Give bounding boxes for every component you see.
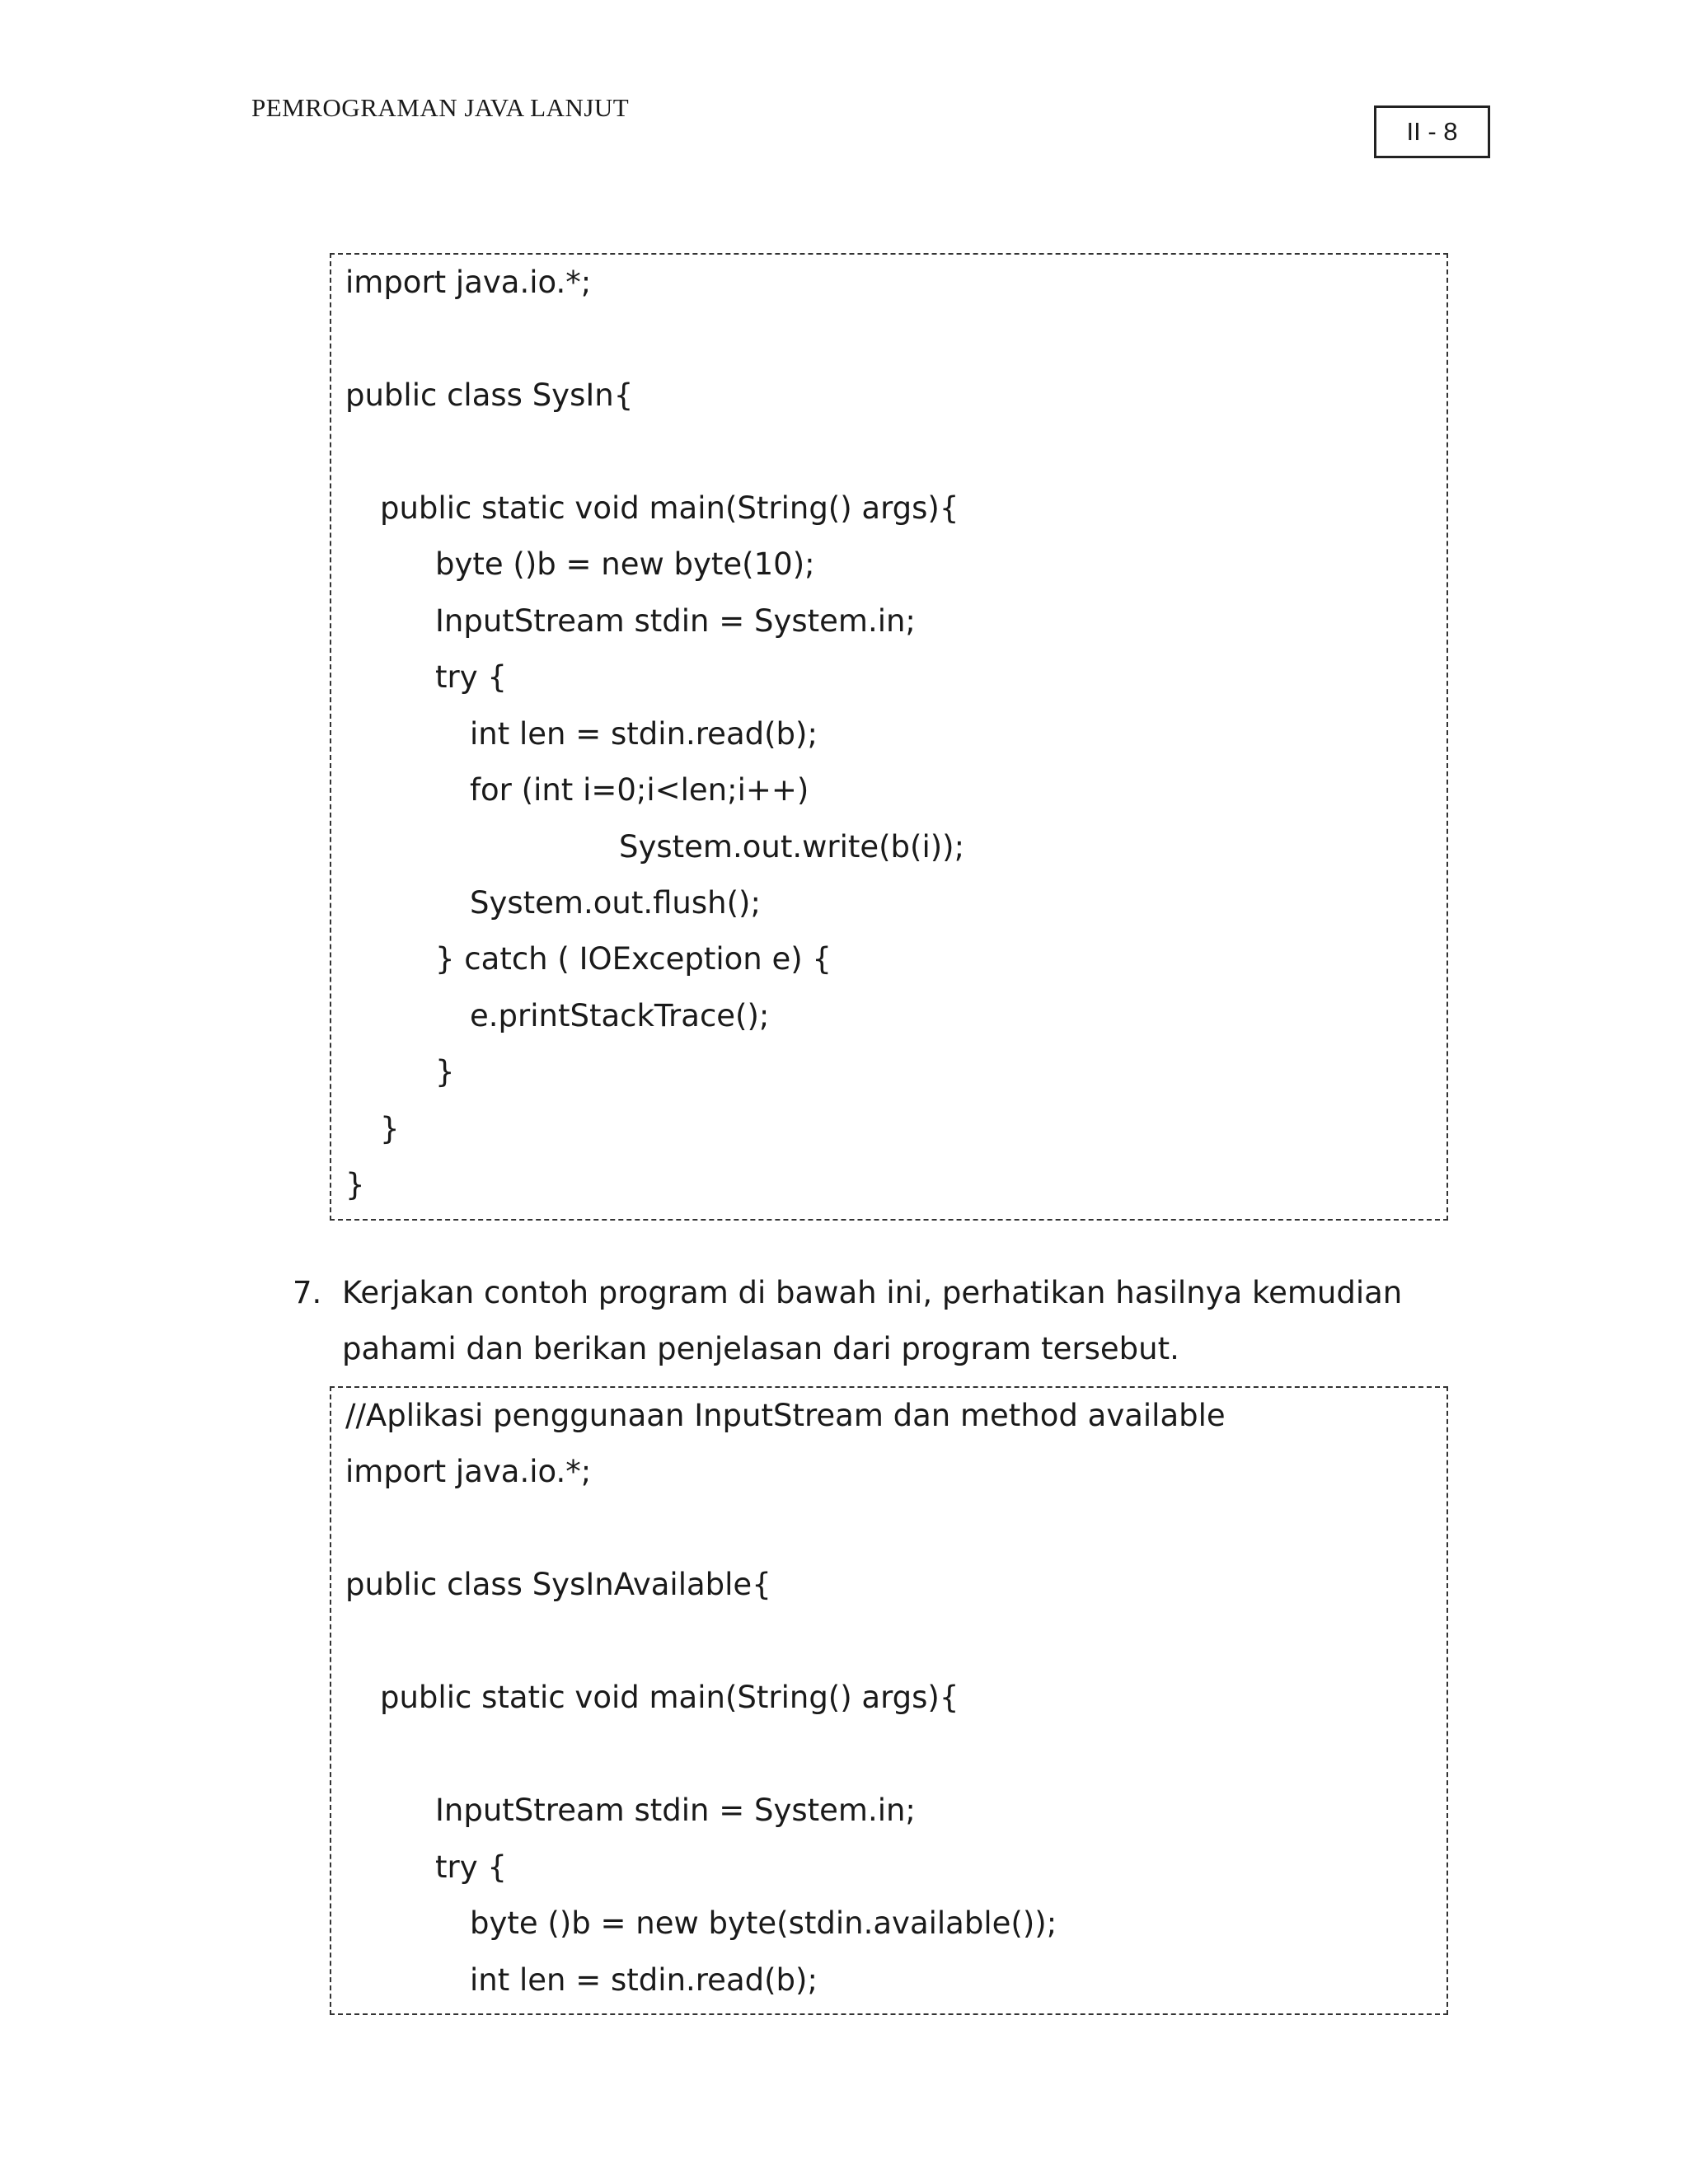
code-line: e.printStackTrace(); xyxy=(470,998,770,1033)
code-line: byte ()b = new byte(10); xyxy=(435,546,815,582)
code-comment-line: //Aplikasi penggunaan InputStream dan method available xyxy=(345,1398,1226,1433)
code-line: byte ()b = new byte(stdin.available()); xyxy=(470,1905,1057,1941)
code-line: int len = stdin.read(b); xyxy=(470,1962,818,1998)
step-text xyxy=(342,1265,1447,1377)
code-block-sysinavailable xyxy=(330,1386,1448,2015)
code-line: public class SysIn{ xyxy=(345,377,634,413)
code-line: try { xyxy=(435,659,507,695)
step-text-line-1: Kerjakan contoh program di bawah ini, perhatikan hasilnya kemudian xyxy=(342,1275,1403,1310)
code-line: public class SysInAvailable{ xyxy=(345,1567,771,1602)
code-line: import java.io.*; xyxy=(345,1454,592,1489)
code-line: } catch ( IOException e) { xyxy=(435,941,832,977)
code-line: System.out.write(b(i)); xyxy=(619,829,965,865)
code-line: for (int i=0;i<len;i++) xyxy=(470,772,809,808)
code-line: public static void main(String() args){ xyxy=(380,1680,959,1715)
code-line: } xyxy=(380,1111,400,1146)
step-text-line-2: pahami dan berikan penjelasan dari program tersebut. xyxy=(342,1331,1179,1366)
step-number: 7. xyxy=(293,1275,322,1310)
code-line: System.out.flush(); xyxy=(470,885,761,921)
code-line: } xyxy=(435,1054,455,1090)
code-line: try { xyxy=(435,1849,507,1885)
page-number-box: II - 8 xyxy=(1374,105,1490,158)
code-block-sysin xyxy=(330,253,1448,1221)
code-line: public static void main(String() args){ xyxy=(380,490,959,526)
code-line: int len = stdin.read(b); xyxy=(470,716,818,752)
code-line: InputStream stdin = System.in; xyxy=(435,1793,916,1828)
page-header-title: PEMROGRAMAN JAVA LANJUT xyxy=(251,93,630,122)
code-line: InputStream stdin = System.in; xyxy=(435,603,916,639)
code-line: } xyxy=(345,1167,365,1202)
code-line: import java.io.*; xyxy=(345,265,592,300)
